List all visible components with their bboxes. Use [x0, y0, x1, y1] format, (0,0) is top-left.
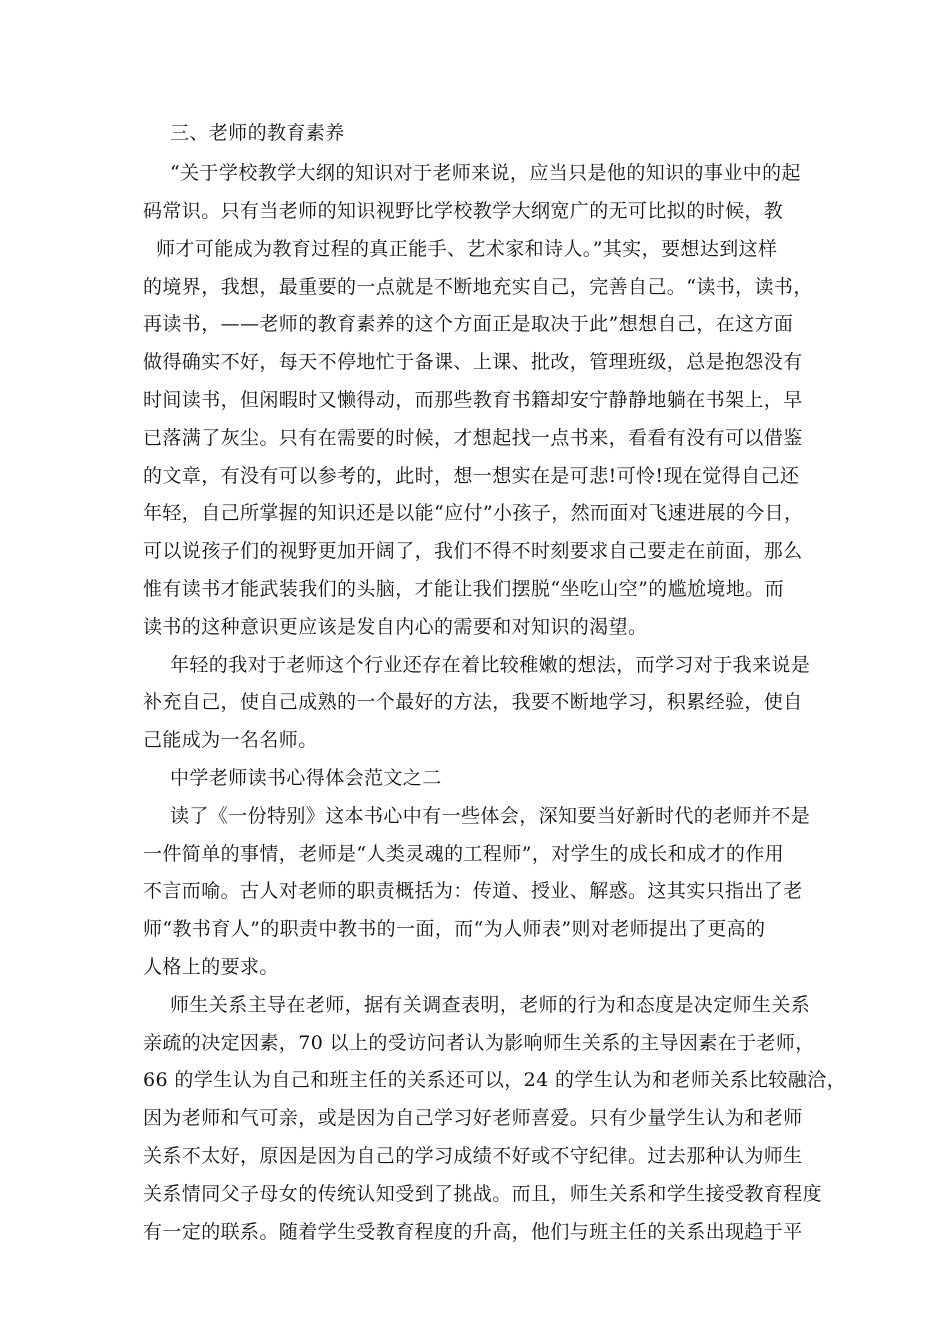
text-line: 已落满了灰尘。只有在需要的时候，才想起找一点书来，看看有没有可以借鉴: [143, 427, 803, 449]
text-line: 师“教书育人”的职责中教书的一面，而“为人师表”则对老师提出了更高的: [143, 918, 766, 940]
text-line: 的境界，我想，最重要的一点就是不断地充实自己，完善自己。“读书，读书，: [143, 276, 813, 298]
section-heading: 三、老师的教育素养: [170, 122, 345, 144]
text-line: 因为老师和气可亲，或是因为自己学习好老师喜爱。只有少量学生认为和老师: [143, 1107, 803, 1129]
text-line: 补充自己，使自己成熟的一个最好的方法，我要不断地学习，积累经验，使自: [143, 691, 803, 713]
text-line: 不言而喻。古人对老师的职责概括为：传道、授业、解惑。这其实只指出了老: [143, 880, 803, 902]
text-line: 关系不太好，原因是因为自己的学习成绩不好或不守纪律。过去那种认为师生: [143, 1145, 803, 1167]
text-line: 的文章，有没有可以参考的，此时，想一想实在是可悲!可怜!现在觉得自己还: [143, 465, 800, 487]
text-line: 码常识。只有当老师的知识视野比学校教学大纲宽广的无可比拟的时候，教: [143, 200, 784, 222]
text-line: 惟有读书才能武装我们的头脑，才能让我们摆脱“坐吃山空”的尴尬境地。而: [143, 578, 785, 600]
text-line: 师才可能成为教育过程的真正能手、艺术家和诗人。”其实，要想达到这样: [156, 238, 778, 260]
text-line: 再读书，——老师的教育素养的这个方面正是取决于此”想想自己，在这方面: [143, 313, 794, 335]
text-line: 时间读书，但闲暇时又懒得动，而那些教育书籍却安宁静静地躺在书架上，早: [143, 389, 803, 411]
text-line: 66 的学生认为自己和班主任的关系还可以，24 的学生认为和老师关系比较融洽，: [143, 1069, 847, 1091]
section-heading: 中学老师读书心得体会范文之二: [170, 767, 442, 789]
text-line: 读书的这种意识更应该是发自内心的需要和对知识的渴望。: [143, 616, 648, 638]
text-line: 年轻的我对于老师这个行业还存在着比较稚嫩的想法，而学习对于我来说是: [170, 654, 811, 676]
text-line: 做得确实不好，每天不停地忙于备课、上课、批改，管理班级，总是抱怨没有: [143, 351, 803, 373]
text-line: 亲疏的决定因素，70 以上的受访问者认为影响师生关系的主导因素在于老师，: [143, 1032, 815, 1054]
text-line: 人格上的要求。: [143, 956, 279, 978]
text-line: 可以说孩子们的视野更加开阔了，我们不得不时刻要求自己要走在前面，那么: [143, 540, 803, 562]
text-line: 师生关系主导在老师，据有关调查表明，老师的行为和态度是决定师生关系: [170, 994, 811, 1016]
text-line: 一件简单的事情，老师是“人类灵魂的工程师”，对学生的成长和成才的作用: [143, 843, 785, 865]
text-line: 读了《一份特别》这本书心中有一些体会，深知要当好新时代的老师并不是: [170, 805, 811, 827]
text-line: 有一定的联系。随着学生受教育程度的升高，他们与班主任的关系出现趋于平: [143, 1221, 803, 1243]
text-line: 关系情同父子母女的传统认知受到了挑战。而且，师生关系和学生接受教育程度: [143, 1183, 823, 1205]
text-line: 年轻，自己所掌握的知识还是以能“应付”小孩子，然而面对飞速进展的今日，: [143, 502, 804, 524]
text-line: “关于学校教学大纲的知识对于老师来说，应当只是他的知识的事业中的起: [170, 162, 801, 184]
text-line: 己能成为一名名师。: [143, 729, 318, 751]
